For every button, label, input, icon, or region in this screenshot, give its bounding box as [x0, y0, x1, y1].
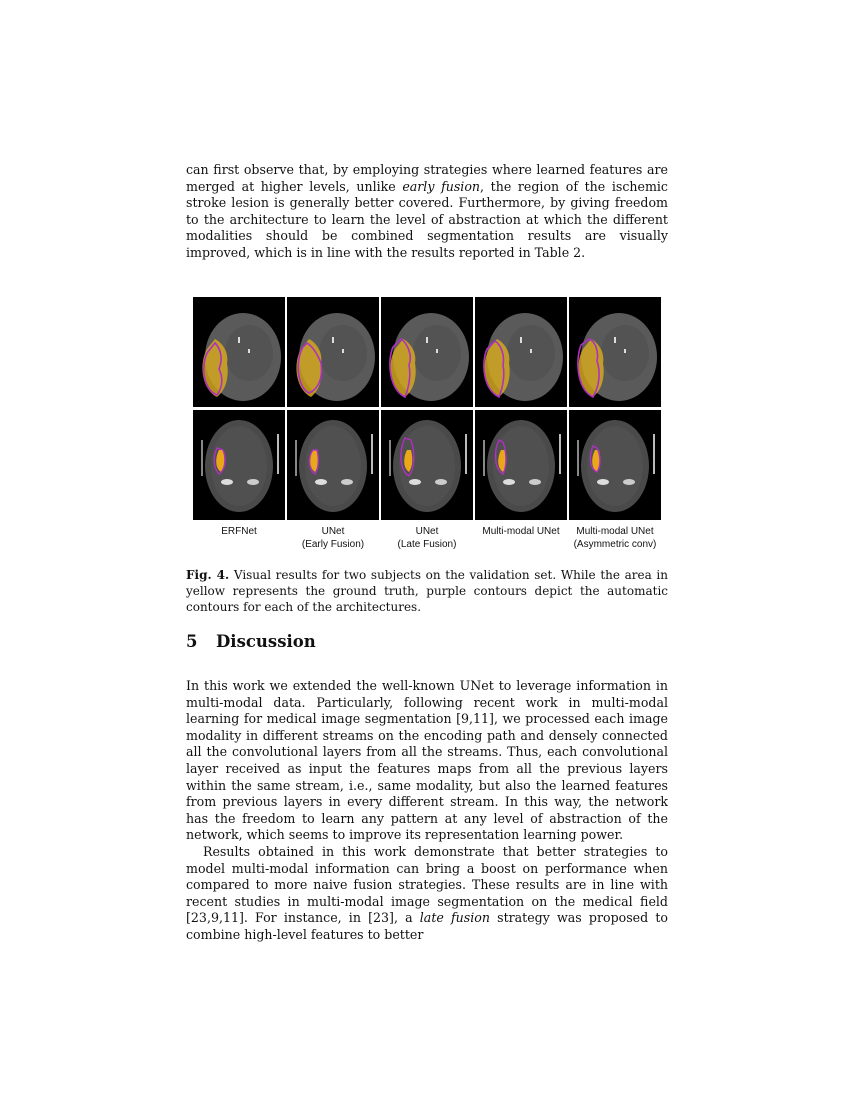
section-title: Discussion [216, 632, 316, 651]
brain-scan-subject-2-2 [287, 410, 379, 520]
brain-scan-subject-2-1 [193, 410, 285, 520]
brain-scan-subject-1-4 [475, 297, 567, 407]
brain-scan-subject-1-5 [569, 297, 661, 407]
figure-row-subject-2 [193, 410, 663, 520]
brain-scan-subject-2-5 [569, 410, 661, 520]
column-label-multimodal-unet-asymmetric: Multi-modal UNet (Asymmetric conv) [573, 526, 657, 550]
brain-scan-subject-1-3 [381, 297, 473, 407]
brain-scan-subject-2-3 [381, 410, 473, 520]
column-label-unet-early-fusion: UNet (Early Fusion) [301, 526, 365, 550]
brain-scan-subject-1-1 [193, 297, 285, 407]
discussion-paragraph-1: In this work we extended the well-known UNet to leverage information in multi-modal data. Particularly, following recent work in multi-modal learning for medical image segmentation [9,11], we processed each image modality in different streams on the encoding path and densely connected all the convolutional layers from all the streams. Thus, each convolutional layer received as input the features maps from all the previous layers within the same stream, i.e., same modality, but also the learned features from previous layers in every different stream. In this way, the network has the freedom to learn any pattern at any level of abstraction of the network, which seems to improve its representation learning power. [186, 678, 668, 843]
figure-caption [186, 567, 668, 615]
column-label-erfnet: ERFNet [221, 526, 257, 537]
brain-scan-subject-1-2 [287, 297, 379, 407]
brain-scan-subject-2-4 [475, 410, 567, 520]
section-heading [186, 632, 316, 651]
caption-label: Fig. 4. [186, 568, 230, 582]
discussion-paragraph-2: Results obtained in this work demonstrate that better strategies to model multi-modal information can bring a boost on performance when compared to more naive fusion strategies. These results are in line with recent studies in multi-modal image segmentation on the medical field [23,9,11]. For instance, in [23], a late fusion strategy was proposed to combine high-level features to better [186, 844, 668, 942]
paragraph-results-observation: can first observe that, by employing strategies where learned features are merged at higher levels, unlike early fusion, the region of the ischemic stroke lesion is generally better covered. Furthermore, by giving freedom to the architecture to learn the level of abstraction at which the different modalities should be combined segmentation results are visually improved, which is in line with the results reported in Table 2. [186, 162, 668, 260]
section-number: 5 [186, 632, 198, 651]
figure-row-subject-1 [193, 297, 663, 407]
column-label-unet-late-fusion: UNet (Late Fusion) [397, 526, 457, 550]
column-label-multimodal-unet: Multi-modal UNet [482, 526, 560, 537]
caption-text: Visual results for two subjects on the validation set. While the area in yellow represents the ground truth, purple contours depict the automatic contours for each of the architectures. [186, 568, 668, 614]
